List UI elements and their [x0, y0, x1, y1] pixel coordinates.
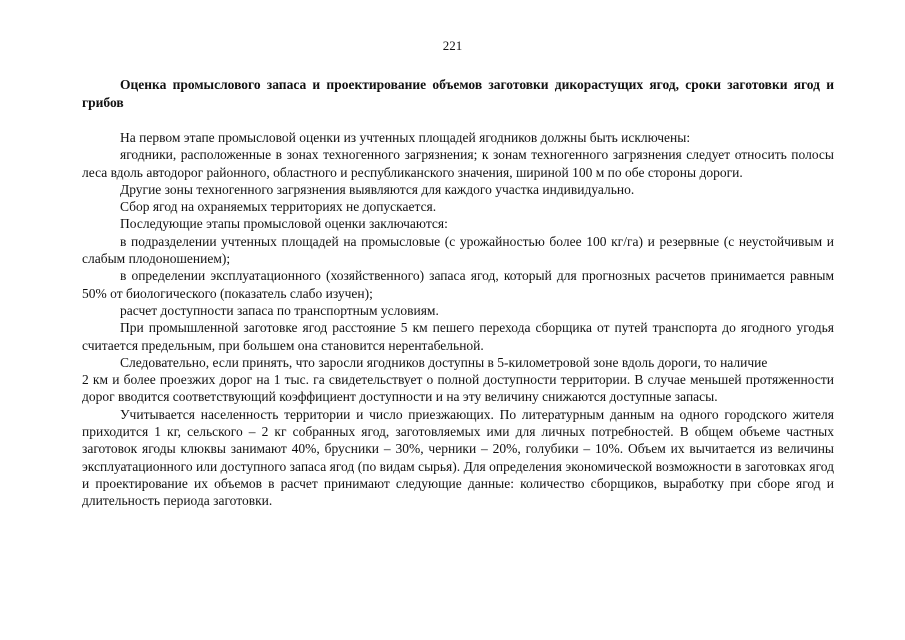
section-title: Оценка промыслового запаса и проектирование объемов заготовки дикорастущих ягод, сроки заготовки ягод и грибов — [82, 77, 834, 110]
page-number: 221 — [442, 38, 463, 53]
paragraph-population: Учитывается населенность территории и число приезжающих. По литературным данным на одного городского жителя приходится 1 кг, сельского – 2 кг собранных ягод, заготовляемых ими для личных потребностей. В общем объеме частных заготовок ягоды клюквы занимают 40%, брусники – 30%, черники – 20%, голубики – 10%. Объем их вычитается из величины эксплуатационного или доступного запаса ягод (по видам сырья). Для определения экономической возможности в заготовках ягод и проектирование их объемов в расчет принимают следующие данные: количество сборщиков, выработку при сборе ягод и длительность периода заготовки. — [82, 406, 834, 509]
paragraph-accessibility: расчет доступности запаса по транспортным условиям. — [120, 302, 439, 318]
document-body — [82, 129, 834, 510]
paragraph-next-stages: Последующие этапы промысловой оценки заключаются: — [120, 216, 448, 232]
paragraph-distance-limit: При промышленной заготовке ягод расстояние 5 км пешего перехода сборщика от путей транспорта до ягодного угодья считается предельным, при большем она становится нерентабельной. — [82, 320, 834, 353]
paragraph-pollution-zones: ягодники, расположенные в зонах техногенного загрязнения; к зонам техногенного загрязнения следует относить полосы леса вдоль автодорог районного, областного и республиканского значения, шириной 100 м по обе стороны дороги. — [82, 147, 834, 180]
paragraph-intro: На первом этапе промысловой оценки из учтенных площадей ягодников должны быть исключены: — [120, 130, 691, 145]
paragraph-consequently: Следовательно, если принять, что заросли ягодников доступны в 5-километровой зоне вдоль дороги, то наличие — [120, 354, 768, 370]
paragraph-other-zones: Другие зоны техногенного загрязнения выявляются для каждого участка индивидуально. — [120, 181, 635, 197]
paragraph-operational-stock: в определении эксплуатационного (хозяйственного) запаса ягод, который для прогнозных расчетов принимается равным 50% от биологического (показатель слабо изучен); — [82, 268, 834, 301]
paragraph-protected-areas: Сбор ягод на охраняемых территориях не допускается. — [120, 199, 437, 215]
paragraph-area-division: в подразделении учтенных площадей на промысловые (с урожайностью более 100 кг/га) и резервные (с неустойчивым и слабым плодоношением); — [82, 233, 834, 267]
paragraph-road-density: 2 км и более проезжих дорог на 1 тыс. га свидетельствует о полной доступности территории. В случае меньшей протяженности дорог вводится соответствующий коэффициент доступности и на эту величину снижаются доступные запасы. — [82, 372, 834, 405]
